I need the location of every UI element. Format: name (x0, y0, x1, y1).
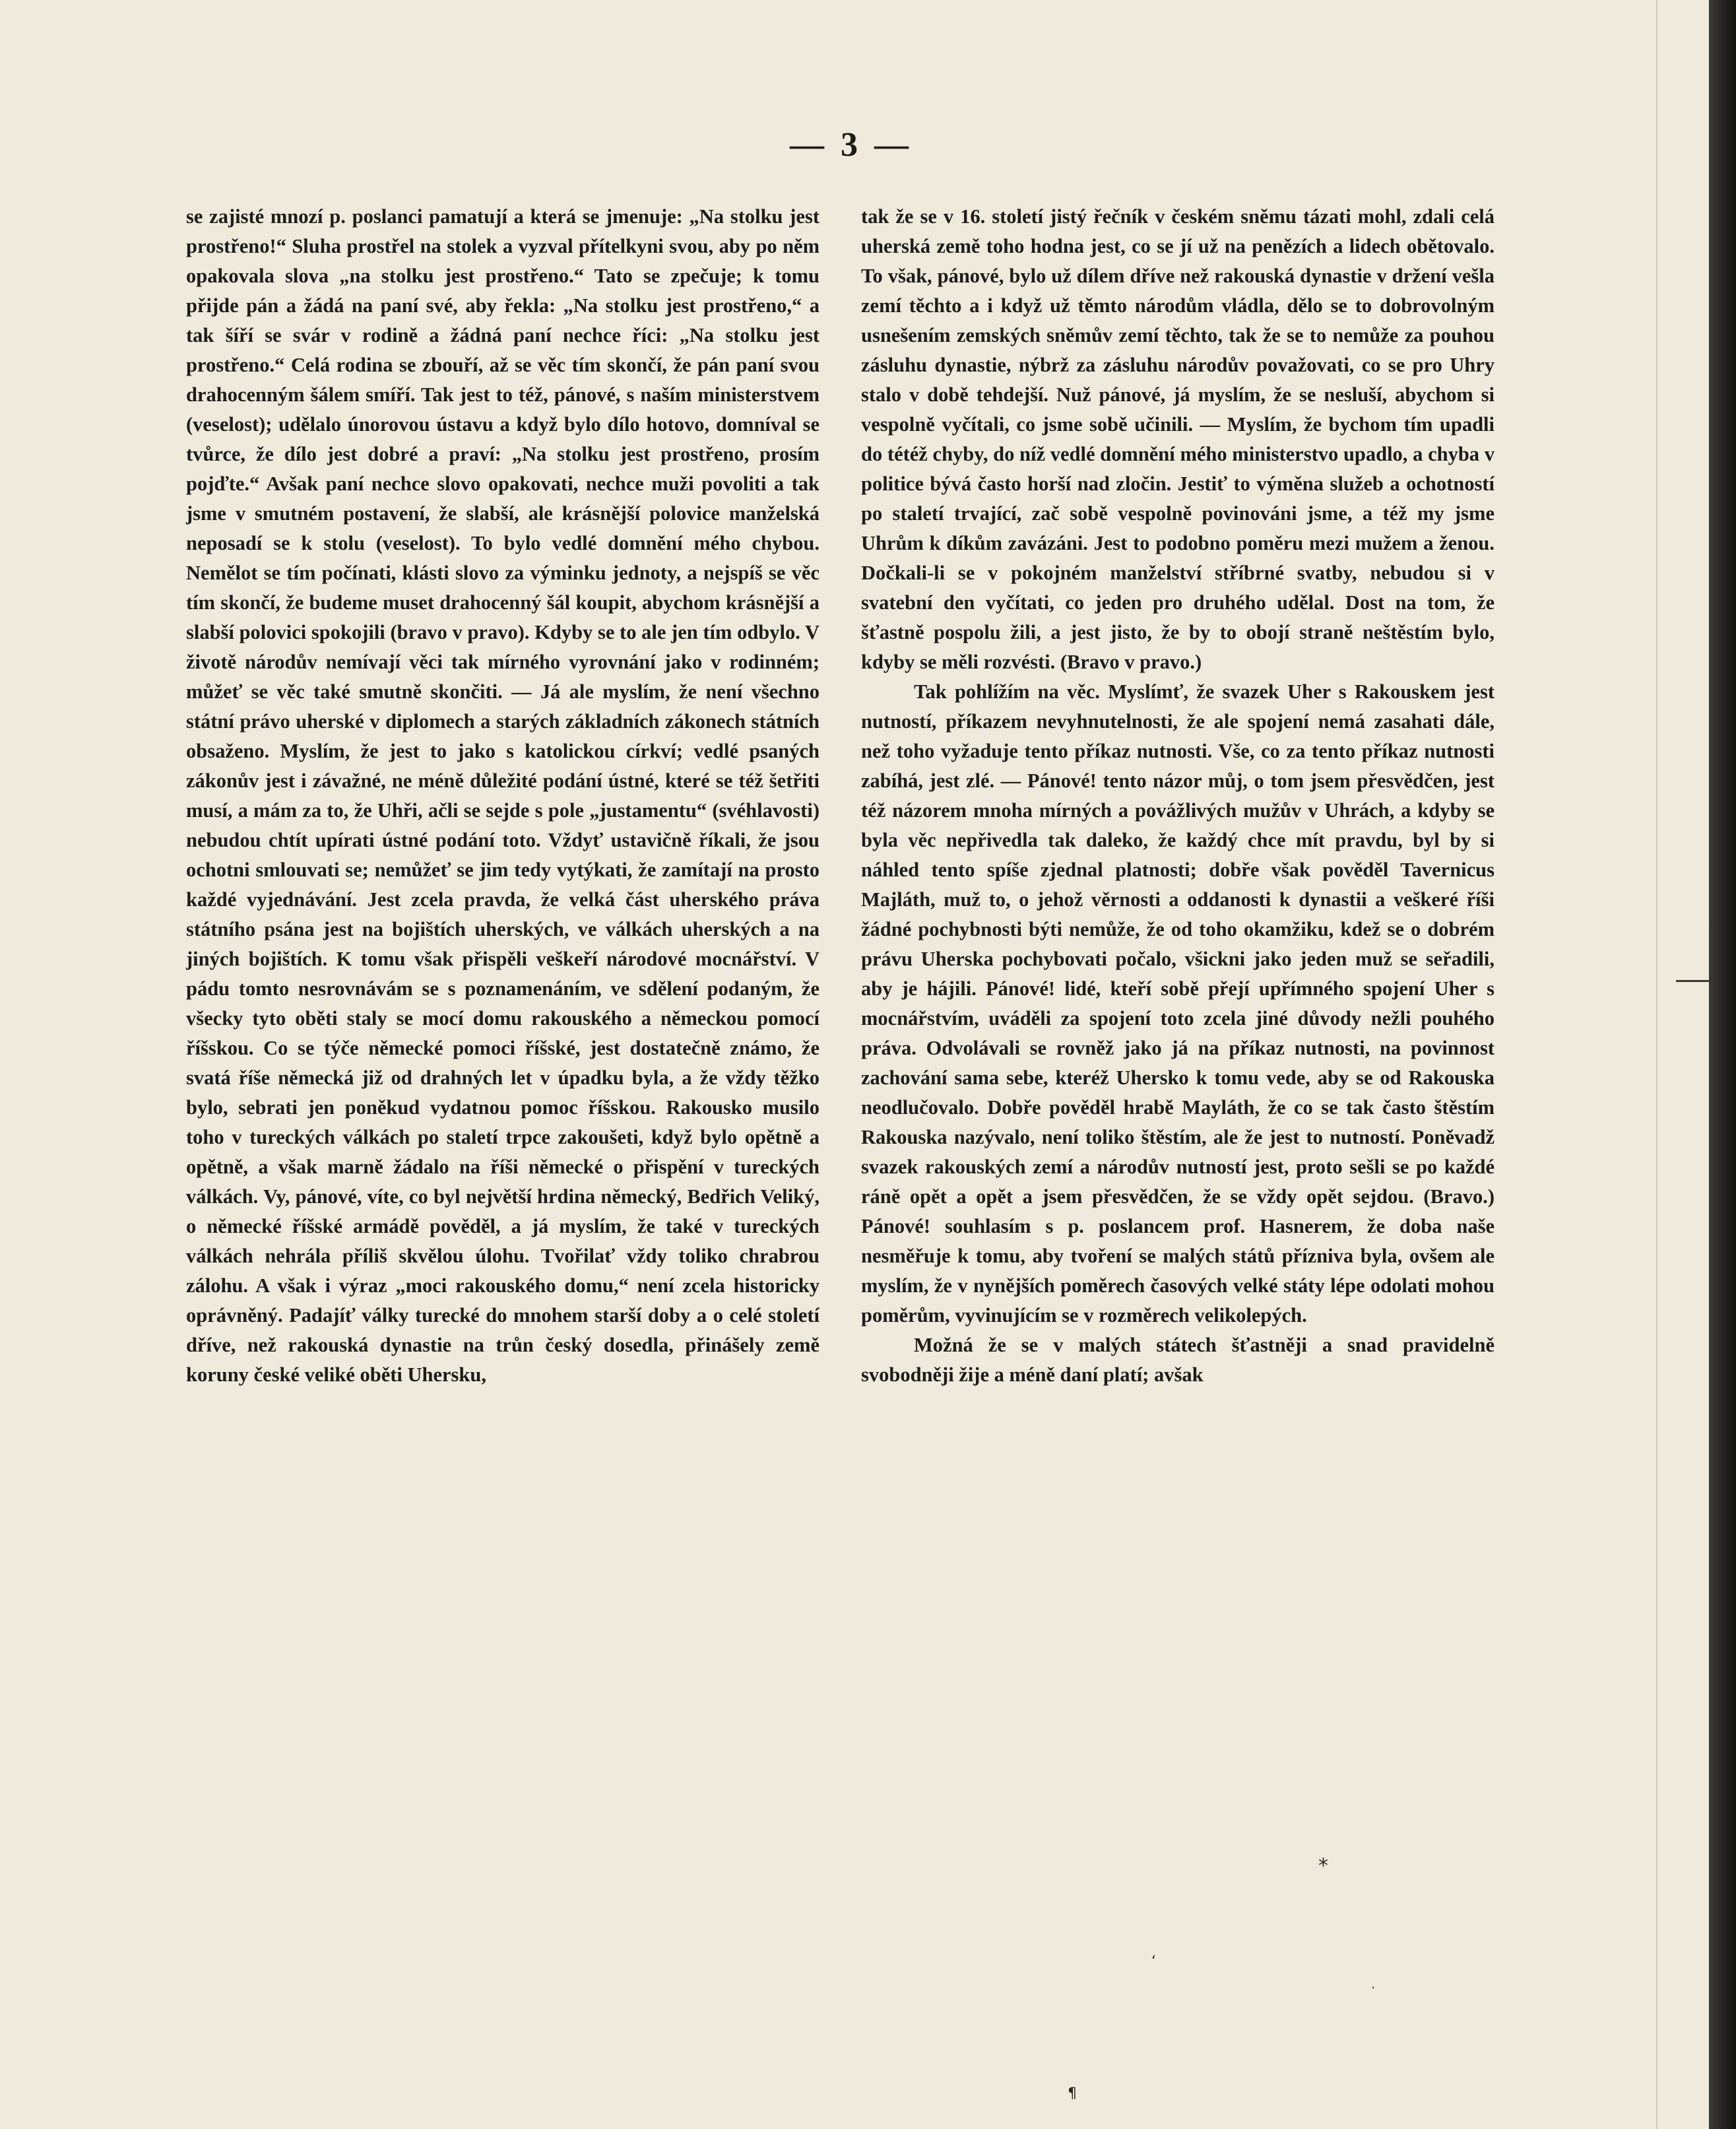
margin-tick-mark (1676, 980, 1709, 982)
bottom-mark-icon: ¶ (1068, 2085, 1077, 2102)
left-paragraph-1: se zajisté mnozí p. poslanci pamatují a která se jmenuje: „Na stolku jest prostřeno!“ Sluha prostřel na stolek a vyzval přítelkyni svou, aby po něm opakovala slova „na stolku jest prostřeno.“ Tato se zpečuje; k tomu přijde pán a žádá na paní své, aby řekla: „Na stolku jest prostřeno,“ a tak šíří se svár v rodině a žádná paní nechce říci: „Na stolku jest prostřeno.“ Celá rodina se zbouří, až se věc tím skončí, že pán paní svou drahocenným šálem smíří. Tak jest to též, pánové, s naším ministerstvem (veselost); udělalo únorovou ústavu a když bylo dílo hotovo, domníval se tvůrce, že dílo jest dobré a praví: „Na stolku jest prostřeno, prosím pojďte.“ Avšak paní nechce slovo opakovati, nechce muži povoliti a tak jsme v smutném postavení, že slabší, ale krásnější polovice manželská neposadí se k stolu (veselost). To bylo vedlé domnění mého chybou. Nemělot se tím počínati, klásti slovo za výminku jednoty, a nejspíš se věc tím skončí, že budeme muset drahocenný šál koupit, abychom krásnější a slabší polovici spokojili (bravo v pravo). Kdyby se to ale jen tím odbylo. V životě národův nemívají věci tak mírného vyrovnání jako v rodinném; můžeť se věc také smutně skončiti. — Já ale myslím, že není všechno státní právo uherské v diplomech a starých základních zákonech státních obsaženo. Myslím, že jest to jako s katolickou církví; vedlé psaných zákonův jest i závažné, ne méně důležité podání ústné, které se též šetřiti musí, a mám za to, že Uhři, ačli se sejde s pole „justamentu“ (svéhlavosti) nebudou chtít upírati ústné podání toto. Vždyť ustavičně říkali, že jsou ochotni smlouvati se; nemůžeť se jim tedy vytýkati, že zamítají na prosto každé vyjednávání. Jest zcela pravda, že velká část uherského práva státního psána jest na bojištích uherských, ve válkách uherských a na jiných bojištích. K tomu však přispěli veškeří národové mocnářství. V pádu tomto nesrovnávám se s poznamenáním, ve sdělení podaným, že všecky tyto oběti staly se mocí domu rakouského a německou pomocí říšskou. Co se týče německé pomoci říšské, jest dostatečně známo, že svatá říše německá již od drahných let v úpadku byla, a že vždy těžko bylo, sebrati jen poněkud vydatnou pomoc říšskou. Rakousko musilo toho v tureckých válkách po staletí trpce zakoušeti, když bylo opětně a opětně, a však marně žádalo na říši německé o přispění v tureckých válkách. Vy, pánové, víte, co byl největší hrdina německý, Bedřich Veliký, o německé říšské armádě pověděl, a já myslím, že také v tureckých válkách nehrála příliš skvělou úlohu. Tvořilať vždy toliko chrabrou zálohu. A však i výraz „moci rakouského domu,“ není zcela historicky oprávněný. Padajíť války turecké do mnohem starší doby a o celé století dříve, než rakouská dynastie na trůn český dosedla, přinášely země koruny české veliké oběti Uhersku, (186, 205, 820, 1386)
page-number: — 3 — (790, 126, 913, 164)
left-text-column (186, 202, 820, 1390)
right-text-column (861, 202, 1495, 1390)
right-paragraph-1: tak že se v 16. století jistý řečník v českém sněmu tázati mohl, zdali celá uherská země toho hodna jest, co se jí už na penězích a lidech obětovalo. To však, pánové, bylo už dílem dříve než rakouská dynastie v držení vešla zemí těchto a i když už těmto národům vládla, dělo se to dobrovolným usnešením zemských sněmův zemí těchto, tak že se to nemůže za pouhou zásluhu dynastie, nýbrž za zásluhu národův považovati, co se pro Uhry stalo v době tehdejší. Nuž pánové, já myslím, že se nesluší, abychom si vespolně vyčítali, co jsme sobě učinili. — Myslím, že bychom tím upadli do tétéž chyby, do níž vedlé domnění mého ministerstvo upadlo, a chyba v politice bývá často horší nad zločin. Jestiť to výměna služeb a ochotností po staletí trvající, zač sobě vespolně povinováni jsme, a též my jsme Uhrům k díkům zavázáni. Jest to podobno poměru mezi mužem a ženou. Dočkali-li se v pokojném manželství stříbrné svatby, nebudou si v svatební den vyčítati, co jeden pro druhého udělal. Dost na tom, že šťastně pospolu žili, a jest jisto, že by to obojí straně neštěstím bylo, kdyby se měli rozvésti. (Bravo v pravo.) (861, 205, 1495, 673)
dot-mark-icon: · (1371, 1980, 1376, 1996)
page-fold-shadow (1656, 0, 1657, 2129)
scan-dark-edge (1709, 0, 1736, 2129)
right-paragraph-2: Tak pohlížím na věc. Myslímť, že svazek Uher s Rakouskem jest nutností, příkazem nevyhnutelnosti, že ale spojení nemá zasahati dále, než toho vyžaduje tento příkaz nutnosti. Vše, co za tento příkaz nutnosti zabíhá, jest zlé. — Pánové! tento názor můj, o tom jsem přesvědčen, jest též názorem mnoha mírných a povážlivých mužův v Uhrách, a kdyby se byla věc nepřivedla tak daleko, že každý chce mít pravdu, byl by si náhled tento spíše zjednal platnosti; dobře však pověděl Tavernicus Majláth, muž to, o jehož věrnosti a oddanosti k dynastii a veškeré říši žádné pochybnosti býti nemůže, že od toho okamžiku, kdež se o dobrém právu Uherska pochybovati počalo, všickni jako jeden muž se seřadili, aby je hájili. Pánové! lidé, kteří sobě přejí upřímného spojení Uher s mocnářstvím, uváděli za spojení toto zcela jiné důvody nežli pouhého práva. Odvolávali se rovněž jako já na příkaz nutnosti, na povinnost zachování sama sebe, kteréž Uhersko k tomu vede, aby se od Rakouska neodlučovalo. Dobře pověděl hrabě Mayláth, že co se tak často štěstím Rakouska nazývalo, není toliko štěstím, ale že jest to nutností. Poněvadž svazek rakouských zemí a národův nutností jest, proto sešli se po každé ráně opět a opět a jsem přesvědčen, že se vždy opět sejdou. (Bravo.) Pánové! souhlasím s p. poslancem prof. Hasnerem, že doba naše nesměřuje k tomu, aby tvoření se malých států příznivа byla, ovšem ale myslím, že v nynějších poměrech časových velké státy lépe odolati mohou poměrům, vyvinujícím se v rozměrech velikolepých. (861, 680, 1495, 1327)
tick-mark-icon: ‘ (1151, 1953, 1156, 1970)
right-paragraph-3: Možná že se v malých státech šťastněji a snad pravidelně svobodněji žije a méně daní platí; avšak (861, 1334, 1495, 1386)
star-mark-icon: * (1318, 1854, 1328, 1878)
